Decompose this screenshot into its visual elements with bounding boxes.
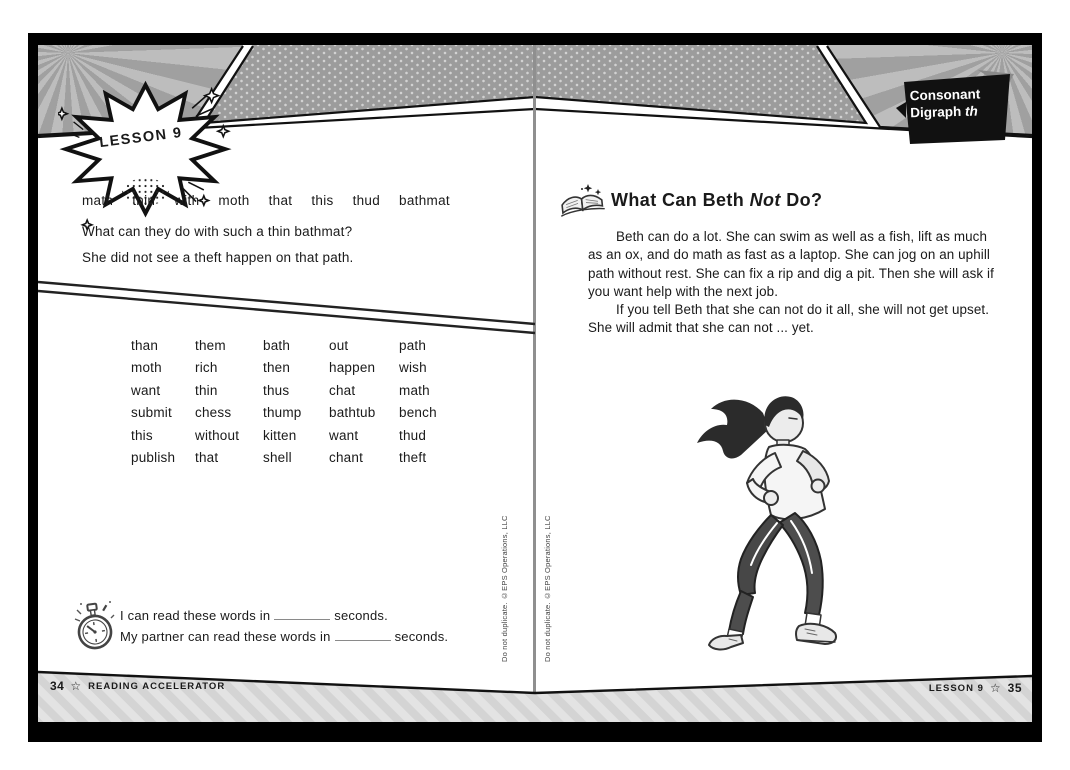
footer-right bbox=[830, 681, 1022, 695]
timer-text: I can read these words in bbox=[120, 608, 271, 623]
stopwatch-icon bbox=[74, 594, 116, 656]
story-paragraph: Beth can do a lot. She can swim as well as a fish, lift as much as an ox, and do math as fast as a laptop. She can jog on an uphill path without rest. She can fix a rip and dig a pit. Then she will ask if you want help with the next job. bbox=[588, 229, 994, 299]
table-cell: than bbox=[131, 338, 159, 353]
table-cell: thus bbox=[263, 382, 290, 398]
table-cell: bench bbox=[399, 405, 437, 421]
spine-divider bbox=[533, 45, 536, 722]
word-item: that bbox=[268, 193, 293, 208]
timer-line-self bbox=[120, 608, 388, 623]
star-icon: ☆ bbox=[989, 681, 1002, 695]
word-item: this bbox=[311, 193, 334, 208]
badge-line1: Consonant bbox=[909, 86, 981, 104]
table-cell: this bbox=[131, 427, 153, 443]
table-cell: kitten bbox=[263, 427, 297, 443]
table-cell: chess bbox=[195, 405, 232, 421]
word-item: math bbox=[82, 193, 114, 208]
table-cell: thump bbox=[263, 405, 302, 421]
timer-blank-self[interactable] bbox=[274, 608, 330, 620]
story-text bbox=[588, 228, 1000, 338]
table-cell: chat bbox=[329, 382, 356, 398]
table-cell: wish bbox=[399, 360, 427, 376]
table-cell: then bbox=[263, 360, 291, 376]
page-number-left: 34 bbox=[50, 679, 65, 693]
badge-label bbox=[910, 85, 1011, 122]
table-cell: bath bbox=[263, 338, 291, 353]
timer-line-partner bbox=[120, 629, 448, 644]
timer-text: seconds. bbox=[334, 608, 388, 623]
word-item: thin bbox=[132, 193, 156, 208]
table-cell: want bbox=[329, 427, 359, 443]
table-cell: path bbox=[399, 338, 427, 353]
table-cell: thud bbox=[399, 427, 427, 443]
copyright-right: Do not duplicate. ©EPS Operations, LLC bbox=[543, 515, 552, 662]
table-cell: them bbox=[195, 338, 226, 353]
table-cell: bathtub bbox=[329, 405, 376, 421]
table-cell: rich bbox=[195, 360, 218, 376]
timer-text: My partner can read these words in bbox=[120, 629, 331, 644]
panel-divider bbox=[38, 272, 535, 342]
word-row bbox=[82, 193, 450, 208]
table-cell: moth bbox=[131, 360, 162, 376]
copyright-left: Do not duplicate. ©EPS Operations, LLC bbox=[500, 515, 509, 662]
story-heading bbox=[611, 190, 822, 211]
sentence-line: She did not see a theft happen on that path. bbox=[82, 250, 354, 265]
heading-suffix: Do? bbox=[780, 190, 823, 210]
girl-jogging-illustration bbox=[685, 383, 900, 655]
lesson-burst bbox=[58, 72, 233, 232]
table-cell: math bbox=[399, 382, 430, 398]
heading-italic-word: Not bbox=[749, 190, 781, 210]
badge-line2-digraph: th bbox=[964, 103, 978, 119]
lesson-burst-label: LESSON 9 bbox=[98, 124, 184, 152]
book-title: READING ACCELERATOR bbox=[88, 680, 226, 692]
table-cell: want bbox=[131, 382, 161, 398]
practice-sentences bbox=[82, 219, 354, 271]
table-cell: thin bbox=[195, 382, 218, 398]
table-cell: happen bbox=[329, 360, 376, 376]
consonant-digraph-badge bbox=[892, 68, 1018, 150]
page-number-right: 35 bbox=[1007, 681, 1022, 695]
word-item: moth bbox=[218, 193, 250, 208]
word-item: thud bbox=[352, 193, 381, 208]
table-cell: shell bbox=[263, 449, 292, 465]
table-cell: submit bbox=[131, 405, 172, 421]
table-cell: without bbox=[195, 427, 240, 443]
table-cell: theft bbox=[399, 449, 427, 465]
open-book-icon bbox=[558, 183, 606, 217]
sentence-line: What can they do with such a thin bathmat? bbox=[82, 224, 353, 239]
word-item: with bbox=[174, 193, 200, 208]
heading-prefix: What Can Beth bbox=[611, 190, 750, 210]
star-icon: ☆ bbox=[70, 679, 83, 693]
table-cell: publish bbox=[131, 449, 176, 465]
table-cell: chant bbox=[329, 449, 364, 465]
word-table bbox=[131, 338, 479, 472]
timer-blank-partner[interactable] bbox=[335, 629, 391, 641]
badge-line2-prefix: Digraph bbox=[910, 103, 966, 121]
word-item: bathmat bbox=[399, 193, 450, 208]
story-paragraph: If you tell Beth that she can not do it all, she will not get upset. She will admit that she can not ... yet. bbox=[588, 302, 990, 336]
footer-left bbox=[50, 679, 225, 693]
table-cell: that bbox=[195, 449, 219, 465]
timer-text: seconds. bbox=[394, 629, 449, 644]
table-cell: out bbox=[329, 338, 349, 353]
lesson-footer-label: LESSON 9 bbox=[928, 682, 984, 694]
